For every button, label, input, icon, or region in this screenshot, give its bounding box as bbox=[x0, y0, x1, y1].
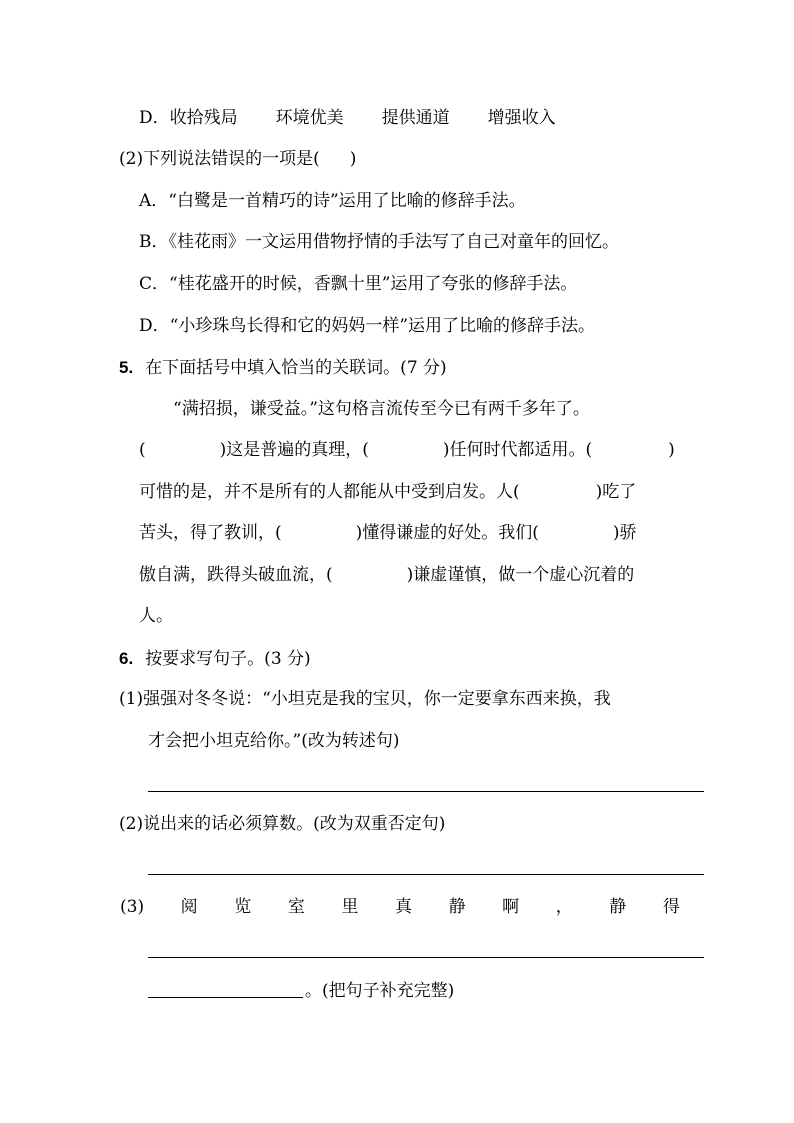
q6-title: 按要求写句子。(3 分) bbox=[145, 649, 311, 669]
q5-title: 在下面括号中填入恰当的关联词。(7 分) bbox=[145, 358, 447, 378]
passage-text: 傲自满，跌得头破血流，( bbox=[139, 565, 333, 585]
q6-sub2-answer-line[interactable] bbox=[148, 874, 704, 875]
q6-sub3-char: (3) bbox=[120, 897, 145, 917]
q6-sub3-short-answer-line[interactable] bbox=[148, 997, 303, 998]
q6-sub3-char: 真 bbox=[394, 897, 412, 917]
q6-sub3-tail bbox=[148, 983, 454, 1000]
option-text: “白鹭是一首精巧的诗”运用了比喻的修辞手法。 bbox=[168, 191, 526, 211]
q5-passage-line-2 bbox=[139, 442, 675, 459]
q6-sub3-char: 室 bbox=[287, 897, 305, 917]
q4-sub2-option-a bbox=[139, 193, 526, 210]
q4-option-d-phrase-1: 收拾残局 bbox=[169, 108, 238, 128]
q6-sub3-stem bbox=[120, 899, 680, 916]
passage-text: 可惜的是，并不是所有的人都能从中受到启发。人( bbox=[139, 482, 520, 502]
q4-option-d-row bbox=[139, 110, 556, 127]
q6-sub3-char: 阅 bbox=[180, 897, 198, 917]
q5-number: 5. bbox=[119, 358, 134, 377]
passage-text: )骄 bbox=[612, 523, 637, 543]
q6-sub3-char: 里 bbox=[341, 897, 359, 917]
passage-text: )吃了 bbox=[595, 482, 637, 502]
q6-sub3-char: 啊 bbox=[502, 897, 520, 917]
q5-passage-line-3 bbox=[139, 484, 636, 501]
option-text: “小珍珠鸟长得和它的妈妈一样”运用了比喻的修辞手法。 bbox=[169, 316, 596, 336]
q4-sub2-stem-text: (2)下列说法错误的一项是( bbox=[119, 149, 320, 169]
paren-close: ) bbox=[668, 440, 675, 460]
q4-sub2-stem-close: ) bbox=[349, 149, 357, 169]
q4-sub2-option-c bbox=[139, 276, 577, 293]
q4-option-d-phrase-4: 增强收入 bbox=[487, 108, 556, 128]
passage-text: )谦虚谨慎，做一个虚心沉着的 bbox=[406, 565, 635, 585]
q4-sub2-option-d bbox=[139, 318, 595, 335]
option-letter: D． bbox=[139, 316, 170, 336]
q5-passage-line-4 bbox=[139, 525, 637, 542]
q4-option-d-phrase-3: 提供通道 bbox=[381, 108, 450, 128]
q6-sub3-tail-text: 。(把句子补充完整) bbox=[305, 981, 455, 1001]
q6-sub3-answer-line[interactable] bbox=[148, 957, 704, 958]
passage-text: )懂得谦虚的好处。我们( bbox=[355, 523, 539, 543]
passage-text: )任何时代都适用。( bbox=[442, 440, 593, 460]
q6-number: 6. bbox=[119, 649, 134, 668]
q4-option-d-phrase-2: 环境优美 bbox=[275, 108, 344, 128]
q6-sub3-char: 得 bbox=[662, 897, 680, 917]
passage-text: )这是普遍的真理，( bbox=[219, 440, 369, 460]
passage-text: 苦头，得了教训，( bbox=[139, 523, 282, 543]
q6-sub3-char: 静 bbox=[448, 897, 466, 917]
option-letter: C． bbox=[139, 274, 170, 294]
option-letter: A． bbox=[139, 191, 169, 211]
q5-passage-line-5 bbox=[139, 567, 634, 584]
q6-sub3-char: 览 bbox=[234, 897, 252, 917]
q5-passage-line-6: 人。 bbox=[139, 606, 173, 626]
q6-sub1-line-1: (1)强强对冬冬说：“小坦克是我的宝贝，你一定要拿东西来换，我 bbox=[119, 689, 611, 709]
q5-heading bbox=[119, 359, 447, 377]
q6-heading bbox=[119, 650, 311, 668]
q6-sub1-line-2: 才会把小坦克给你。”(改为转述句) bbox=[148, 731, 400, 751]
q4-option-d-letter: D． bbox=[139, 108, 170, 128]
q6-sub2-stem: (2)说出来的话必须算数。(改为双重否定句) bbox=[119, 814, 446, 834]
option-text: 《桂花雨》一文运用借物抒情的手法写了自己对童年的回忆。 bbox=[168, 232, 619, 252]
option-text: “桂花盛开的时候，香飘十里”运用了夸张的修辞手法。 bbox=[169, 274, 578, 294]
q4-sub2-stem bbox=[119, 151, 356, 168]
q4-sub2-option-b bbox=[139, 234, 619, 251]
option-letter: B． bbox=[139, 232, 169, 252]
q6-sub1-answer-line[interactable] bbox=[148, 791, 704, 792]
paren-open: ( bbox=[139, 440, 146, 460]
q6-sub3-char: ， bbox=[555, 897, 573, 917]
q5-passage-line-1: “满招损，谦受益。”这句格言流传至今已有两千多年了。 bbox=[173, 399, 590, 419]
q6-sub3-char: 静 bbox=[609, 897, 627, 917]
